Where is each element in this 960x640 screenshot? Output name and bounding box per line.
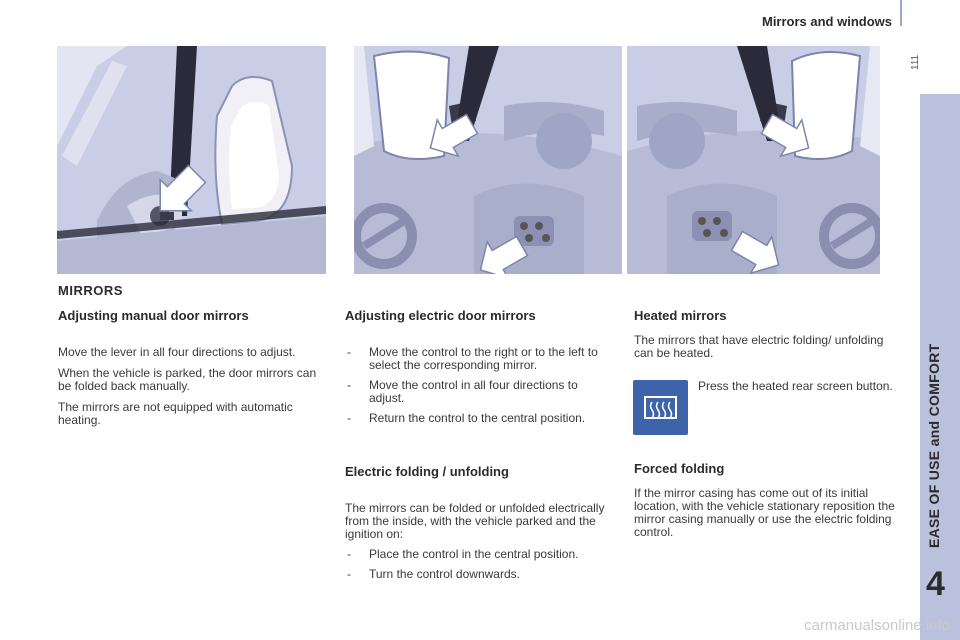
forced-folding-heading: Forced folding: [634, 461, 725, 476]
header-title: Mirrors and windows: [761, 14, 892, 29]
header-divider: [900, 0, 902, 26]
watermark: carmanualsonline.info: [804, 617, 950, 634]
paragraph: The mirrors that have electric folding/ unfolding can be heated.: [634, 333, 884, 360]
column-heated-mirrors: [634, 308, 902, 368]
paragraph: When the vehicle is parked, the door mirrors can be folded back manually.: [58, 366, 317, 393]
column-electric-folding: [345, 464, 613, 588]
electric-mirror-right-illustration: [627, 46, 880, 274]
heated-rear-screen-icon: [633, 380, 688, 435]
section-heading: MIRRORS: [58, 283, 123, 298]
paragraph: The mirrors are not equipped with automatic heating.: [58, 400, 293, 427]
paragraph: The mirrors can be folded or unfolded electrically from the inside, with the vehicle parked and the ignition on:: [345, 501, 605, 541]
heated-mirrors-heading: Heated mirrors: [634, 308, 727, 323]
manual-mirrors-heading: Adjusting manual door mirrors: [58, 308, 249, 323]
side-tab-label: [926, 518, 942, 548]
column-electric-mirrors: [345, 308, 613, 432]
list-item: - Move the control to the right or to the left to select the corresponding mirror.: [345, 346, 613, 372]
column-manual-mirrors: [58, 308, 323, 435]
column-forced-folding: [634, 461, 902, 547]
paragraph: If the mirror casing has come out of its initial location, with the vehicle stationary reposition the mirror casing manually or use the electric folding control.: [634, 486, 895, 539]
adjust-steps-list: [345, 346, 613, 425]
electric-mirror-left-illustration: [354, 46, 622, 274]
manual-mirror-illustration: [57, 46, 326, 274]
list-item: - Return the control to the central position.: [345, 412, 613, 425]
list-item: - Turn the control downwards.: [345, 568, 613, 581]
list-item: - Move the control in all four directions to adjust.: [345, 379, 613, 405]
page-number: 111: [910, 54, 921, 70]
chapter-number: 4: [926, 565, 945, 603]
list-item: - Place the control in the central position.: [345, 548, 613, 561]
electric-folding-heading: Electric folding / unfolding: [345, 464, 509, 479]
paragraph: Move the lever in all four directions to adjust.: [58, 345, 296, 359]
folding-steps-list: [345, 548, 613, 581]
electric-mirrors-heading: Adjusting electric door mirrors: [345, 308, 536, 323]
heated-button-instruction: Press the heated rear screen button.: [698, 379, 893, 393]
